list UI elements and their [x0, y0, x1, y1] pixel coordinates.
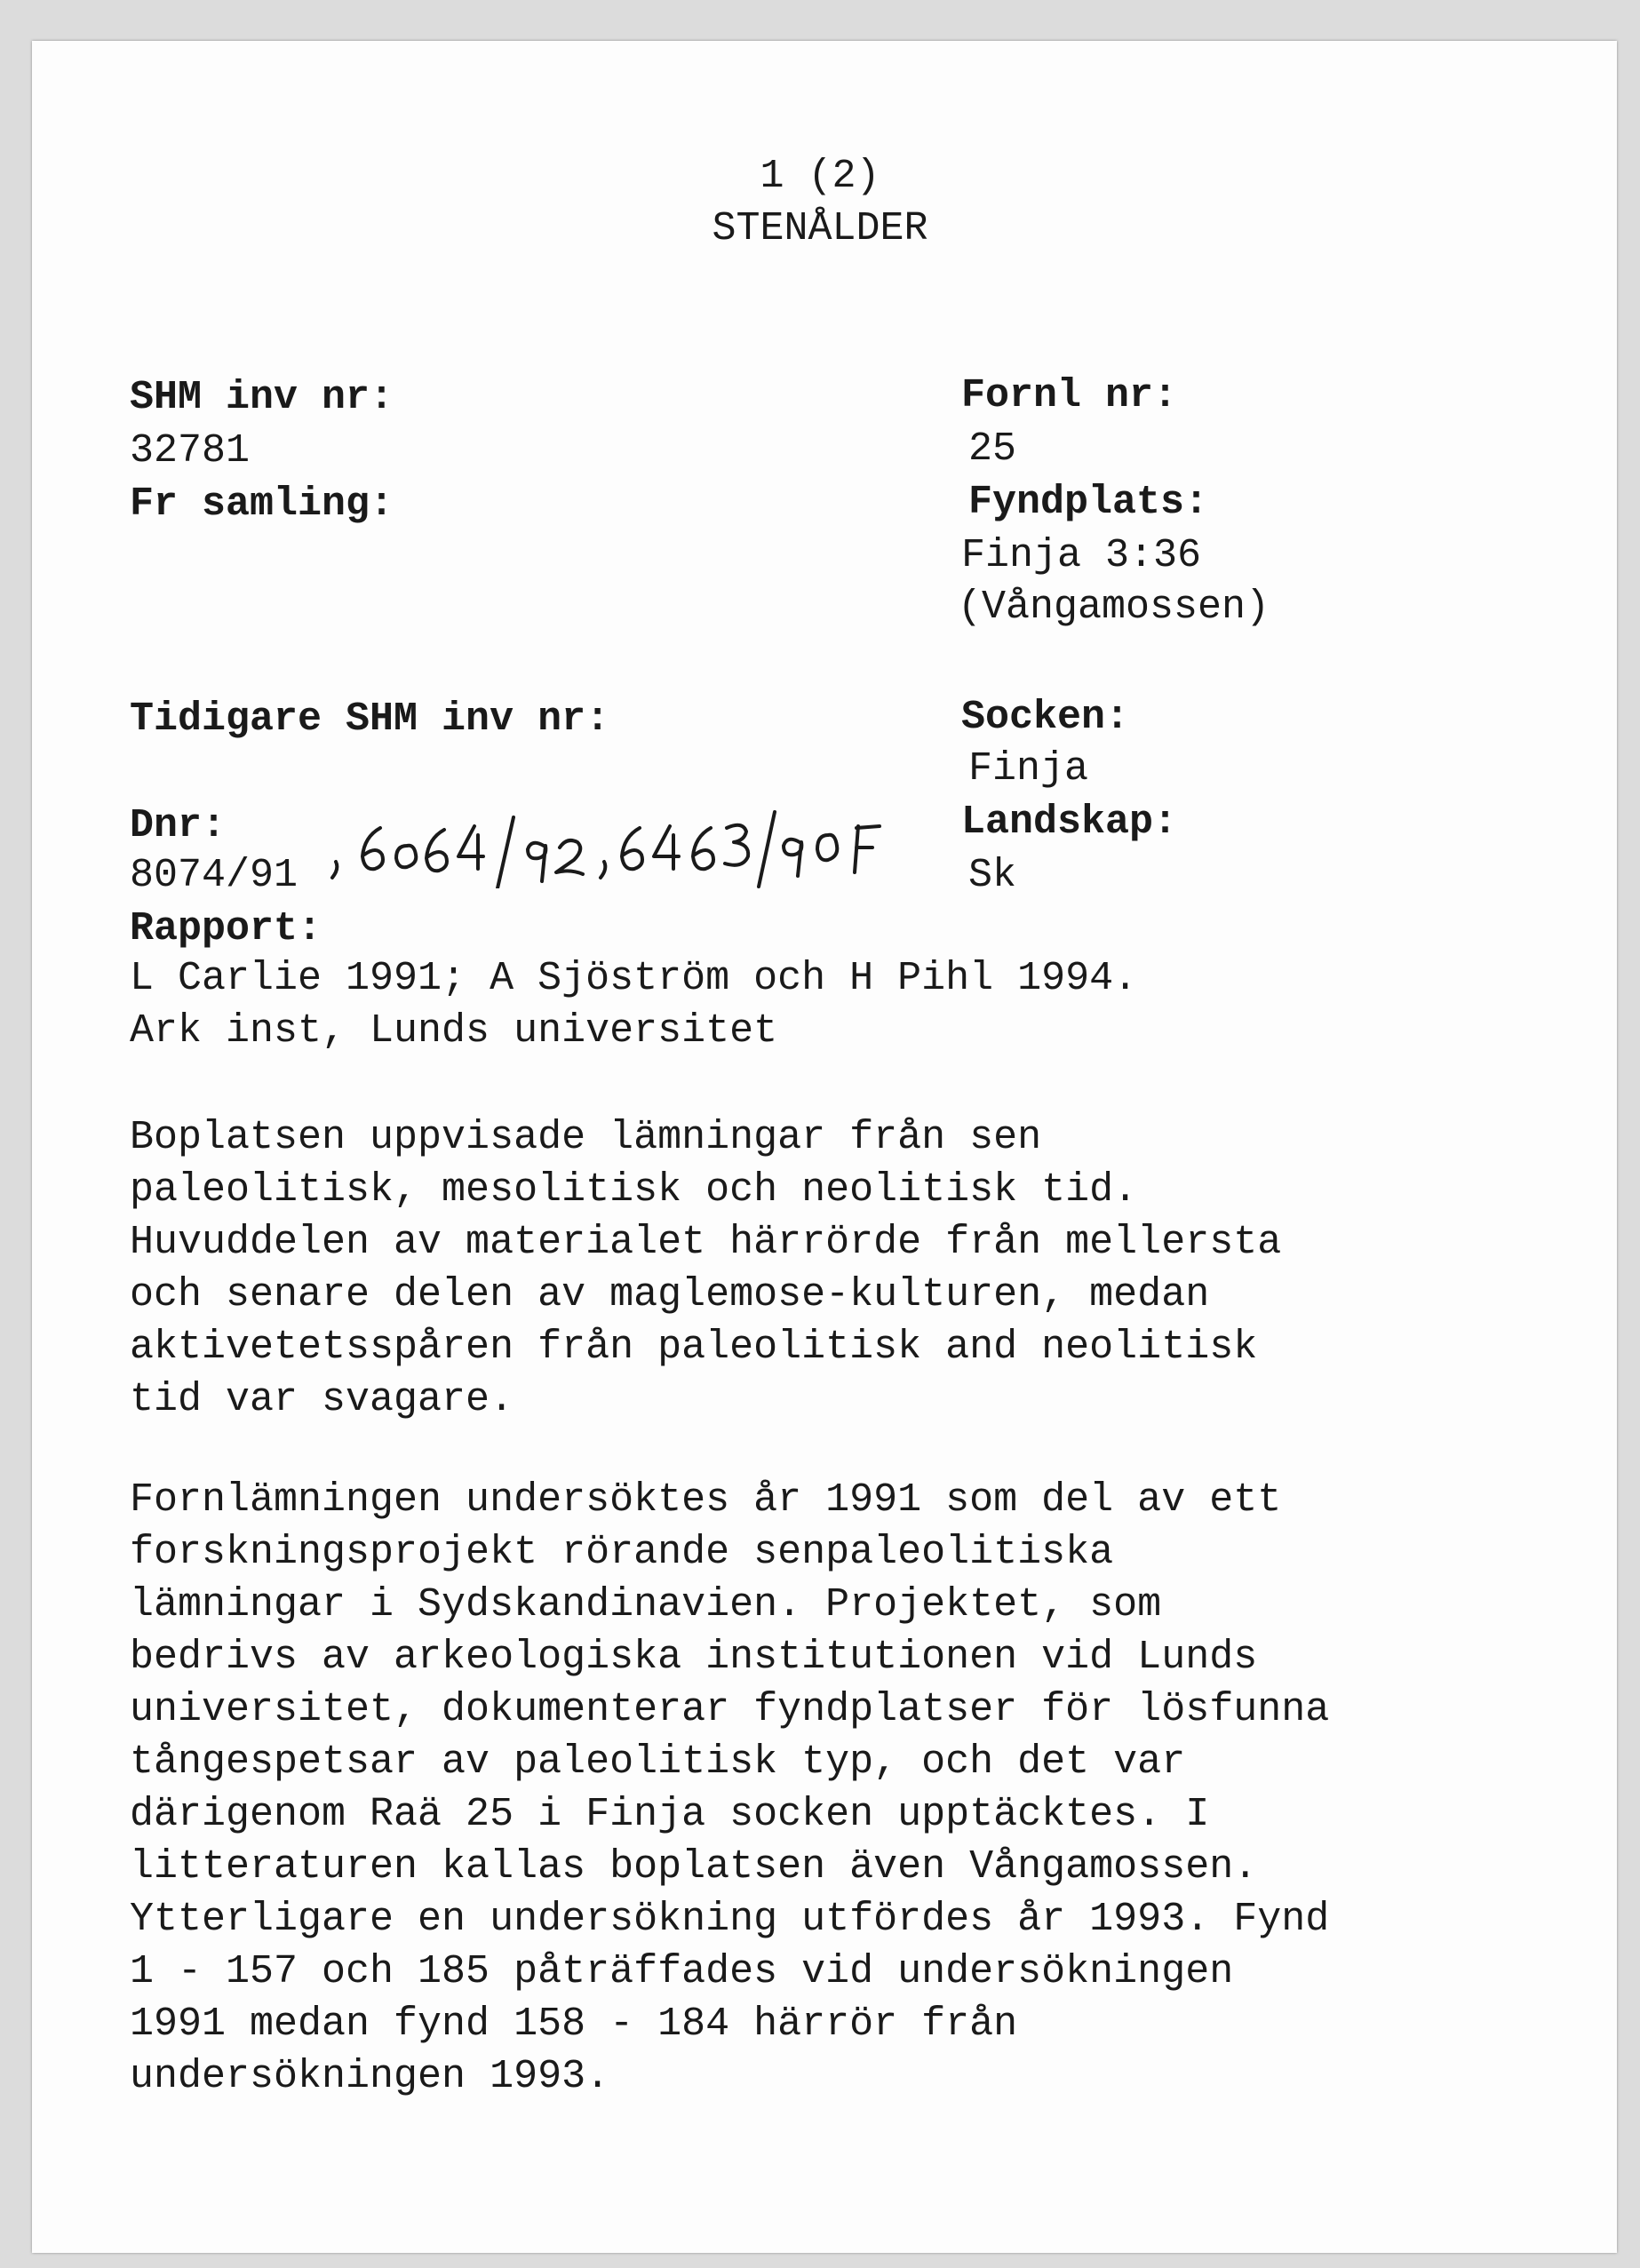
paragraph-line: litteraturen kallas boplatsen även Vångamossen. [130, 1844, 1258, 1890]
paragraph-line: Ytterligare en undersökning utfördes år 1993. Fynd [130, 1897, 1330, 1942]
dnr-label: Dnr: [130, 803, 227, 848]
socken-value: Finja [968, 746, 1089, 792]
paragraph-line: tångespetsar av paleolitisk typ, och det var [130, 1739, 1186, 1785]
paragraph-line: Huvuddelen av materialet härrörde från mellersta [130, 1220, 1282, 1265]
paragraph-line: tid var svagare. [130, 1377, 514, 1422]
paragraph-line: Fornlämningen undersöktes år 1991 som del av ett [130, 1477, 1282, 1523]
rapport-line: Ark inst, Lunds universitet [130, 1008, 778, 1054]
landskap-value: Sk [968, 853, 1017, 898]
paragraph-line: därigenom Raä 25 i Finja socken upptäcktes. I [130, 1792, 1210, 1837]
fyndplats-label: Fyndplats: [968, 480, 1209, 525]
paragraph-line: 1 - 157 och 185 påträffades vid undersökningen [130, 1949, 1234, 1994]
description-paragraph-2 [130, 1474, 1329, 2103]
paragraph-line: paleolitisk, mesolitisk och neolitisk tid. [130, 1167, 1138, 1213]
paragraph-line: universitet, dokumenterar fyndplatser för lösfunna [130, 1687, 1330, 1732]
page-number: 1 (2) [760, 154, 880, 199]
paragraph-line: undersökningen 1993. [130, 2054, 610, 2099]
description-paragraph-1 [130, 1111, 1281, 1426]
fr-samling-label: Fr samling: [130, 481, 394, 527]
paragraph-line: aktivetetsspåren från paleolitisk and neolitisk [130, 1325, 1258, 1370]
fornl-nr-value: 25 [968, 426, 1017, 472]
fyndplats-value-1: Finja 3:36 [961, 533, 1202, 578]
paragraph-line: forskningsprojekt rörande senpaleolitiska [130, 1530, 1114, 1575]
rapport-text [130, 952, 1137, 1057]
shm-inv-label: SHM inv nr: [130, 375, 394, 420]
fyndplats-value-2: (Vångamossen) [958, 585, 1270, 630]
paragraph-line: bedrivs av arkeologiska institutionen vid Lunds [130, 1635, 1258, 1680]
fornl-nr-label: Fornl nr: [961, 373, 1178, 418]
dnr-value: 8074/91 [130, 853, 299, 898]
paragraph-line: lämningar i Sydskandinavien. Projektet, som [130, 1582, 1162, 1627]
period-heading: STENÅLDER [712, 206, 928, 251]
socken-label: Socken: [961, 695, 1130, 740]
paragraph-line: 1991 medan fynd 158 - 184 härrör från [130, 2001, 1018, 2047]
paragraph-line: och senare delen av maglemose-kulturen, medan [130, 1272, 1210, 1317]
rapport-label: Rapport: [130, 906, 322, 951]
landskap-label: Landskap: [961, 800, 1178, 845]
paragraph-line: Boplatsen uppvisade lämningar från sen [130, 1115, 1042, 1160]
tidigare-shm-inv-label: Tidigare SHM inv nr: [130, 696, 610, 742]
handwritten-dnr-annotation [325, 800, 901, 888]
rapport-line: L Carlie 1991; A Sjöström och H Pihl 1994. [130, 956, 1138, 1001]
shm-inv-value: 32781 [130, 428, 251, 473]
